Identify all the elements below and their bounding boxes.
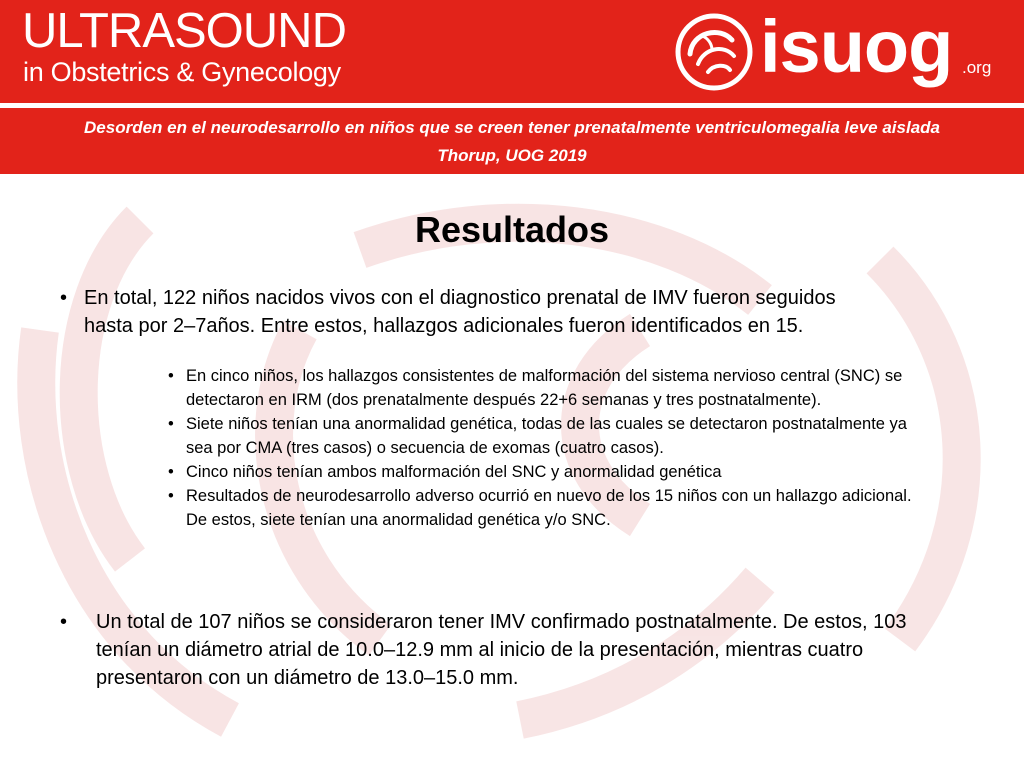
bullet-text: En total, 122 niños nacidos vivos con el diagnostico prenatal de IMV fueron seguidos hasta por 2–7años. Entre estos, hallazgos adicionales fueron identificados en 15. xyxy=(84,287,836,337)
sub-bullet-marker: • xyxy=(168,463,174,481)
section-title: Resultados xyxy=(414,209,610,250)
sub-bullet-marker: • xyxy=(168,487,174,505)
sub-bullet-text: Resultados de neurodesarrollo adverso ocurrió en nuevo de los 15 niños con un hallazgo adicional. De estos, siete tenían una anormalidad genética y/o SNC. xyxy=(186,487,912,529)
bullet-marker: • xyxy=(60,287,68,309)
bullet-marker: • xyxy=(60,611,68,633)
article-title: Desorden en el neurodesarrollo en niños que se creen tener prenatalmente ventriculomegalia leve aislada xyxy=(84,118,940,137)
slide-content xyxy=(0,174,1024,768)
sub-bullet-item xyxy=(168,364,928,412)
sub-bullet-text: En cinco niños, los hallazgos consistentes de malformación del sistema nervioso central (SNC) se detectaron en IRM (dos prenatalmente después 22+6 semanas y tres postnatalmente). xyxy=(186,367,903,409)
sub-bullet-item xyxy=(168,484,928,532)
isuog-logo-suffix: .org xyxy=(962,58,992,77)
journal-title: ULTRASOUND xyxy=(22,4,346,58)
sub-bullet-text: Siete niños tenían una anormalidad genética, todas de las cuales se detectaron postnatalmente ya sea por CMA (tres casos) o secuencia de exomas (cuatro casos). xyxy=(186,415,907,457)
journal-header xyxy=(0,0,1024,103)
isuog-logo-icon xyxy=(668,8,760,94)
bullet-text: Un total de 107 niños se consideraron tener IMV confirmado postnatalmente. De estos, 103 tenían un diámetro atrial de 10.0–12.9 mm al inicio de la presentación, mientras cuatro presentaron con un diámetro de 13.0–15.0 mm. xyxy=(96,611,907,689)
article-banner xyxy=(0,108,1024,174)
sub-bullet-list xyxy=(168,364,928,532)
sub-bullet-marker: • xyxy=(168,415,174,433)
article-citation: Thorup, UOG 2019 xyxy=(437,146,587,165)
sub-bullet-marker: • xyxy=(168,367,174,385)
journal-subtitle: in Obstetrics & Gynecology xyxy=(23,57,341,87)
sub-bullet-item xyxy=(168,460,928,484)
isuog-logo-text: isuog xyxy=(760,5,953,88)
sub-bullet-item xyxy=(168,412,928,460)
sub-bullet-text: Cinco niños tenían ambos malformación del SNC y anormalidad genética xyxy=(186,463,722,481)
